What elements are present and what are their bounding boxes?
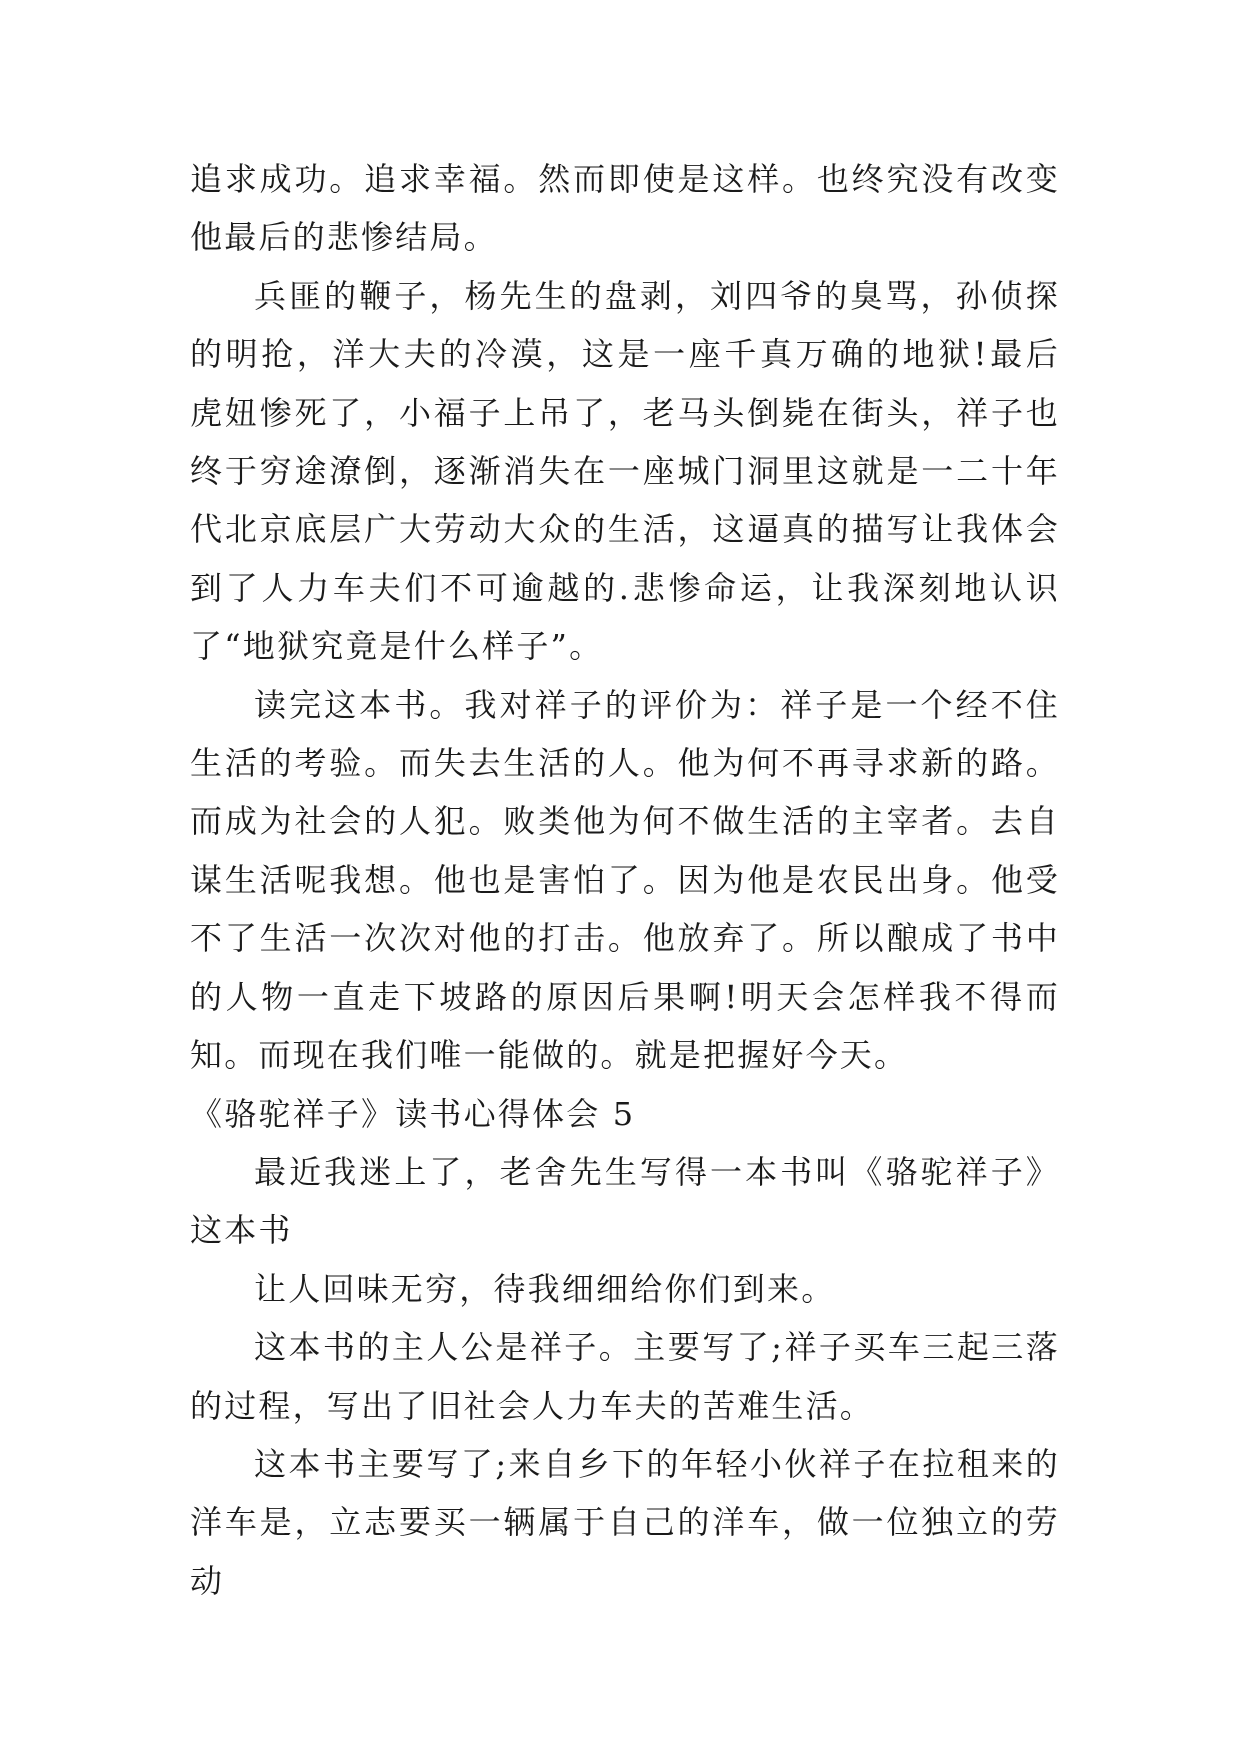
section-heading: 《骆驼祥子》读书心得体会 5 — [190, 1094, 636, 1133]
paragraph: 让人回味无穷，待我细细给你们到来。 — [254, 1269, 836, 1308]
paragraph: 这本书的主人公是祥子。主要写了;祥子买车三起三落的过程，写出了旧社会人力车夫的苦难生活。 — [190, 1328, 1060, 1425]
paragraph: 这本书主要写了;来自乡下的年轻小伙祥子在拉租来的洋车是，立志要买一辆属于自己的洋车，做一位独立的劳动 — [190, 1444, 1060, 1600]
paragraph: 兵匪的鞭子，杨先生的盘剥，刘四爷的臭骂，孙侦探的明抢，洋大夫的冷漠，这是一座千真万确的地狱!最后虎妞惨死了，小福子上吊了，老马头倒毙在街头，祥子也终于穷途潦倒，逐渐消失在一座城门洞里这就是一二十年代北京底层广大劳动大众的生活，这逼真的描写让我体会到了人力车夫们不可逾越的.悲惨命运，让我深刻地认识了“地狱究竟是什么样子”。 — [190, 276, 1060, 666]
document-body — [190, 150, 1060, 1610]
paragraph-continuation: 追求成功。追求幸福。然而即使是这样。也终究没有改变他最后的悲惨结局。 — [190, 160, 1060, 257]
paragraph: 最近我迷上了，老舍先生写得一本书叫《骆驼祥子》这本书 — [190, 1152, 1060, 1250]
paragraph: 读完这本书。我对祥子的评价为：祥子是一个经不住生活的考验。而失去生活的人。他为何不再寻求新的路。而成为社会的人犯。败类他为何不做生活的主宰者。去自谋生活呢我想。他也是害怕了。因为他是农民出身。他受不了生活一次次对他的打击。他放弃了。所以酿成了书中的人物一直走下坡路的原因后果啊!明天会怎样我不得而知。而现在我们唯一能做的。就是把握好今天。 — [190, 685, 1060, 1075]
